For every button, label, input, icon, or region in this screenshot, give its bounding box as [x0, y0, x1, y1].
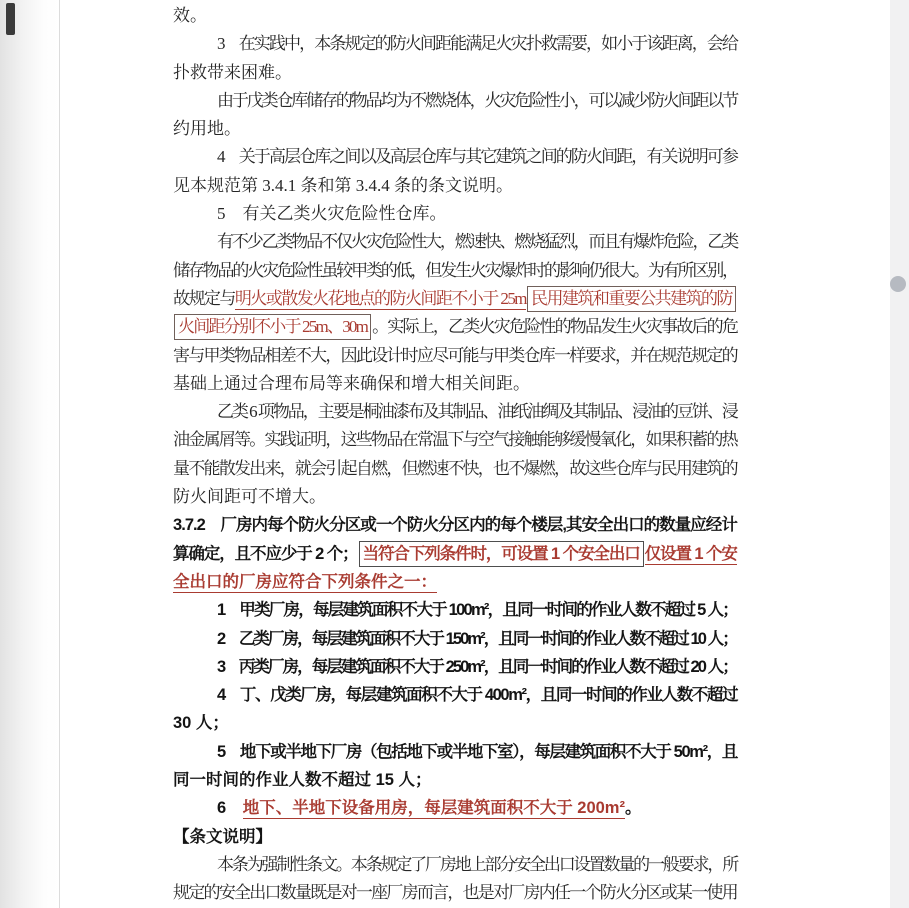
text-line-content — [217, 681, 737, 709]
text-line-content — [173, 483, 326, 511]
text-line-content — [217, 738, 737, 766]
text-line — [173, 879, 737, 907]
text-line-content — [217, 200, 447, 228]
text-line — [173, 200, 737, 228]
body-text: 油金属屑等。实践证明，这些物品在常温下与空气接触能够缓慢氧化，如果积蓄的热 — [173, 430, 737, 450]
body-text: 4 关于高层仓库之间以及高层仓库与其它建筑之间的防火间距，有关说明可参 — [217, 147, 737, 167]
text-line-content — [217, 87, 737, 115]
text-line-content — [173, 709, 229, 737]
red-underline-annotation: 仅设置 1 个安 — [644, 544, 737, 563]
text-line-content — [173, 115, 241, 143]
body-text: 规定的安全出口数量既是对一座厂房而言，也是对厂房内任一个防火分区或某一使用 — [173, 883, 737, 903]
body-text: 基础上通过合理布局等来确保和增大相关间距。 — [173, 373, 530, 393]
text-line-content — [173, 313, 737, 341]
body-text: 储存物品的火灾危险性虽较甲类的低，但发生火灾爆炸时的影响仍很大。为有所区别， — [173, 260, 737, 280]
text-line — [173, 87, 737, 115]
text-line — [173, 30, 737, 58]
body-text: 见本规范第 3.4.1 条和第 3.4.4 条的条文说明。 — [173, 175, 513, 195]
body-text: 效。 — [173, 6, 207, 25]
red-underline-annotation: 全出口的厂房应符合下列条件之一： — [173, 572, 437, 591]
corner-marker-icon — [6, 3, 15, 35]
text-line — [173, 455, 737, 483]
text-line — [173, 851, 737, 879]
text-line — [173, 568, 737, 596]
text-line — [173, 653, 737, 681]
text-line — [173, 285, 737, 313]
text-line — [173, 143, 737, 171]
body-text: 3.7.2 厂房内每个防火分区或一个防火分区内的每个楼层,其安全出口的数量应经计 — [173, 516, 737, 535]
body-text: 量不能散发出来，就会引起自燃，但燃速不快，也不爆燃，故这些仓库与民用建筑的 — [173, 458, 737, 478]
text-line-content — [173, 568, 437, 596]
text-line-content — [173, 257, 737, 285]
body-text: 防火间距可不增大。 — [173, 487, 326, 507]
page-left-margin — [0, 0, 60, 908]
text-line-content — [217, 653, 737, 681]
body-text: 5 有关乙类火灾危险性仓库。 — [217, 204, 447, 224]
text-line-content — [217, 143, 737, 171]
text-line — [173, 738, 737, 766]
text-line — [173, 625, 737, 653]
body-text: 由于戊类仓库储存的物品均为不燃烧体，火灾危险性小，可以减少防火间距以节 — [217, 90, 738, 110]
text-line-content — [173, 172, 513, 200]
body-text: 6 — [217, 799, 243, 818]
body-text: 算确定，且不应少于 2 个； — [173, 544, 358, 563]
text-line — [173, 426, 737, 454]
text-line-content — [173, 823, 272, 851]
body-text: 5 地下或半地下厂房（包括地下或半地下室），每层建筑面积不大于 50m²，且 — [217, 742, 737, 761]
body-text: 同一时间的作业人数不超过 15 人； — [173, 771, 432, 790]
text-line — [173, 709, 737, 737]
text-line — [173, 483, 737, 511]
body-text: 30 人； — [173, 714, 229, 733]
text-line-content — [173, 766, 432, 794]
text-line — [173, 766, 737, 794]
body-text: 【条文说明】 — [173, 827, 272, 846]
body-text: 。实际上，乙类火灾危险性的物品发生火灾事故后的危 — [372, 317, 738, 337]
document-text — [173, 2, 737, 908]
text-line — [173, 823, 737, 851]
red-boxed-annotation: 当符合下列条件时，可设置 1 个安全出口 — [359, 541, 644, 567]
text-line — [173, 540, 737, 568]
body-text: 3 在实践中，本条规定的防火间距能满足火灾扑救需要，如小于该距离，会给 — [217, 34, 737, 54]
text-line — [173, 596, 737, 624]
text-line — [173, 115, 737, 143]
text-line-content — [217, 596, 737, 624]
text-line-content — [173, 370, 530, 398]
text-line-content — [217, 398, 737, 426]
body-text: 约用地。 — [173, 119, 241, 139]
text-line-content — [173, 540, 737, 568]
text-line — [173, 342, 737, 370]
text-line-content — [217, 851, 737, 879]
red-underline-annotation: 明火或散发火花地点的防火间距不小于 25m — [234, 288, 526, 308]
text-line-content — [217, 794, 641, 822]
red-boxed-annotation: 民用建筑和重要公共建筑的防 — [527, 286, 736, 312]
text-line — [173, 370, 737, 398]
text-line-content — [173, 511, 737, 539]
text-line — [173, 228, 737, 256]
text-line-content — [173, 2, 207, 30]
text-line — [173, 398, 737, 426]
text-line — [173, 172, 737, 200]
text-line-content — [173, 426, 737, 454]
text-line — [173, 681, 737, 709]
text-line — [173, 59, 737, 87]
body-text: 。 — [624, 799, 642, 818]
text-line-content — [173, 59, 292, 87]
text-line — [173, 313, 737, 341]
text-line-content — [173, 342, 737, 370]
body-text: 3 丙类厂房，每层建筑面积不大于 250m²，且同一时间的作业人数不超过 20 人； — [217, 657, 737, 676]
body-text: 害与甲类物品相差不大，因此设计时应尽可能与甲类仓库一样要求，并在规范规定的 — [173, 345, 737, 365]
red-boxed-annotation: 火间距分别不小于 25m、30m — [174, 314, 371, 340]
text-line — [173, 257, 737, 285]
text-line-content — [217, 625, 737, 653]
body-text: 有不少乙类物品不仅火灾危险性大，燃速快、燃烧猛烈，而且有爆炸危险，乙类 — [217, 232, 738, 252]
body-text: 乙类 6 项物品，主要是桐油漆布及其制品、油纸油绸及其制品、浸油的豆饼、浸 — [217, 402, 737, 422]
body-text: 故规定与 — [173, 288, 235, 308]
scrollbar-thumb[interactable] — [890, 276, 906, 292]
body-text: 4 丁、戊类厂房，每层建筑面积不大于 400m²，且同一时间的作业人数不超过 — [217, 686, 738, 705]
text-line — [173, 511, 737, 539]
text-line-content — [173, 455, 737, 483]
text-line — [173, 2, 737, 30]
text-line-content — [173, 285, 737, 313]
body-text: 扑救带来困难。 — [173, 62, 292, 82]
body-text: 1 甲类厂房，每层建筑面积不大于 100m²，且同一时间的作业人数不超过 5 人； — [217, 601, 737, 620]
text-line-content — [173, 879, 737, 907]
text-line-content — [217, 228, 737, 256]
body-text: 2 乙类厂房，每层建筑面积不大于 150m²，且同一时间的作业人数不超过 10 人； — [217, 629, 737, 648]
text-line-content — [217, 30, 737, 58]
text-line — [173, 794, 737, 822]
red-underline-annotation: 地下、半地下设备用房，每层建筑面积不大于 200m² — [242, 799, 625, 818]
body-text: 本条为强制性条文。本条规定了厂房地上部分安全出口设置数量的一般要求，所 — [217, 854, 738, 874]
scrollbar-track[interactable] — [890, 0, 909, 908]
